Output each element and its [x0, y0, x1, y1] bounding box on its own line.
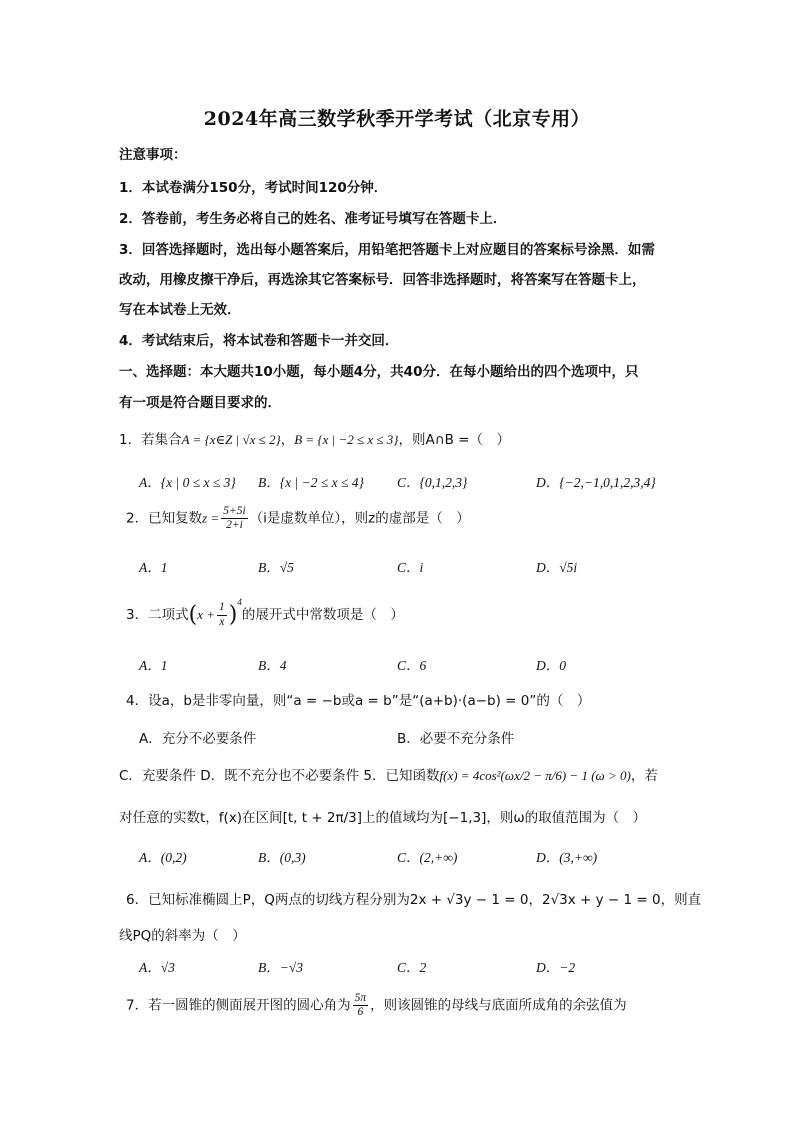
question-5-suffix: ，若: [630, 768, 658, 784]
question-5-line-2: [119, 806, 646, 826]
question-4-option-b: B．必要不充分条件: [397, 731, 515, 747]
question-7-denominator: 6: [357, 1006, 364, 1019]
question-5-function: f(x) = 4cos²(ωx/2 − π/6) − 1 (ω > 0): [439, 768, 631, 783]
question-6-option-b: B．−√3: [258, 960, 304, 975]
question-2-option-d: D．√5i: [536, 560, 578, 575]
question-5-line-2b: f(x)在区间[t, t + 2π/3]上的值域均为[−1,3]，则ω的取值范围为（ ）: [218, 810, 647, 826]
question-5-option-a: A．(0,2): [139, 850, 187, 865]
notice-item-3-line-1: 3．回答选择题时，选出每小题答案后，用铅笔把答题卡上对应题目的答案标号涂黑．如需: [119, 242, 655, 258]
notice-item-3-line-2: 改动，用橡皮擦干净后，再选涂其它答案标号．回答非选择题时，将答案写在答题卡上，: [119, 272, 646, 288]
question-3-x: x +: [197, 607, 215, 622]
question-4-option-a: A．充分不必要条件: [139, 731, 257, 747]
question-5-line-2a: 对任意的实数t，: [119, 810, 219, 826]
question-3-fraction: [217, 601, 227, 628]
question-4: 4．设a，b是非零向量，则“a = −b或a = b”是“(a+b)·(a−b) = 0”的（ ）: [126, 693, 591, 709]
question-6-option-a: A．√3: [139, 960, 175, 975]
question-3-close-paren: ): [228, 602, 238, 628]
question-1: [119, 428, 510, 448]
question-2-option-b: B．√5: [258, 560, 294, 575]
question-1-set-b: B = {x | −2 ≤ x ≤ 3}: [294, 432, 399, 447]
question-2-option-c: C．i: [397, 560, 424, 575]
question-2-denominator: 2+i: [226, 519, 243, 532]
question-7-fraction: [353, 992, 369, 1019]
notice-item-2: 2．答卷前，考生务必将自己的姓名、准考证号填写在答题卡上．: [119, 211, 507, 227]
question-5-option-b: B．(0,3): [258, 850, 306, 865]
question-3-suffix: 的展开式中常数项是（ ）: [241, 607, 404, 623]
question-3-option-d: D．0: [536, 658, 566, 673]
question-3: [126, 597, 404, 629]
question-7-suffix: ，则该圆锥的母线与底面所成角的余弦值为: [370, 997, 627, 1014]
question-3-exponent: 4: [237, 597, 242, 607]
question-3-numerator: 1: [217, 601, 227, 615]
notice-item-3-line-3: 写在本试卷上无效．: [119, 302, 241, 318]
question-3-open-paren: (: [188, 602, 198, 628]
page-title: 2024年高三数学秋季开学考试（北京专用）: [203, 108, 591, 130]
question-3-prefix: 3．二项式: [126, 607, 189, 623]
question-5-option-c: C．(2,+∞): [397, 850, 458, 865]
question-1-option-c: C．{0,1,2,3}: [397, 475, 468, 490]
question-7-numerator: 5π: [353, 992, 369, 1006]
question-1-option-a: A．{x | 0 ≤ x ≤ 3}: [139, 475, 236, 490]
question-2-fraction: [221, 505, 247, 532]
question-7-prefix: 7．若一圆锥的侧面展开图的圆心角为: [126, 997, 351, 1014]
notice-item-4: 4．考试结束后，将本试卷和答题卡一并交回．: [119, 333, 399, 349]
section-heading-line-1: 一、选择题：本大题共10小题，每小题4分，共40分．在每小题给出的四个选项中，只: [119, 364, 639, 380]
question-6-line-1: 6．已知标准椭圆上P，Q两点的切线方程分别为2x + √3y − 1 = 0，2√3x + y − 1 = 0，则直: [126, 892, 702, 908]
question-7: [126, 992, 627, 1019]
question-5-prefix: 5．已知函数: [363, 768, 440, 784]
question-1-sep: ，: [280, 432, 295, 448]
question-6-option-c: C．2: [397, 960, 427, 975]
question-1-option-b: B．{x | −2 ≤ x ≤ 4}: [258, 475, 364, 490]
question-2-suffix: （i是虚数单位），则z的虚部是（ ）: [249, 510, 470, 527]
question-6-line-2: 线PQ的斜率为（ ）: [119, 928, 246, 944]
question-6-option-d: D．−2: [536, 960, 576, 975]
question-3-option-b: B．4: [258, 658, 287, 673]
question-1-suffix: ，则A∩B =（ ）: [398, 432, 510, 448]
question-1-option-d: D．{−2,−1,0,1,2,3,4}: [536, 475, 656, 490]
question-2-option-a: A．1: [139, 560, 168, 575]
question-5-option-d: D．(3,+∞): [536, 850, 598, 865]
question-1-prefix: 1．若集合: [119, 432, 182, 448]
notice-item-1: 1．本试卷满分150分，考试时间120分钟．: [119, 180, 388, 196]
question-3-option-c: C．6: [397, 658, 427, 673]
question-3-denominator: x: [219, 615, 225, 628]
question-3-option-a: A．1: [139, 658, 168, 673]
question-1-set-a: A = {x∈Z | √x ≤ 2}: [181, 432, 281, 447]
question-4-option-cd: C．充要条件 D．既不充分也不必要条件: [119, 768, 360, 784]
section-heading-line-2: 有一项是符合题目要求的．: [119, 395, 281, 411]
notice-heading: 注意事项：: [119, 147, 187, 163]
question-4-cd-and-question-5: [119, 764, 658, 784]
question-2: [126, 505, 470, 532]
question-2-z: z =: [202, 510, 220, 526]
question-2-prefix: 2．已知复数: [126, 510, 203, 527]
question-2-numerator: 5+5i: [221, 505, 247, 519]
